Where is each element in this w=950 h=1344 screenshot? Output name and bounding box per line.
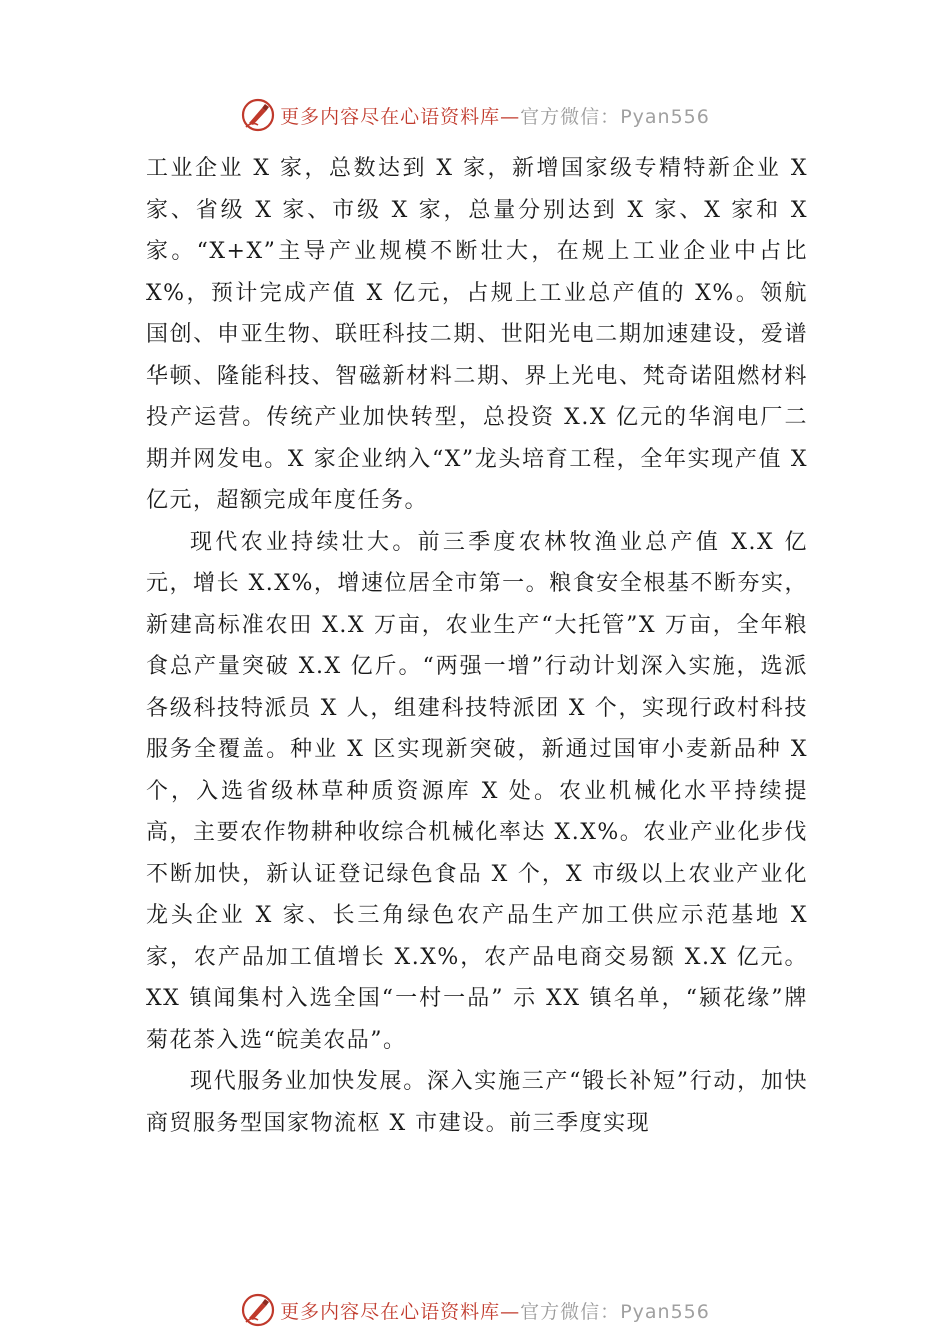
watermark-banner-bottom [0,1290,950,1330]
paragraph-agriculture: 现代农业持续壮大。前三季度农林牧渔业总产值 X.X 亿元，增长 X.X%，增速位居全市第一。粮食安全根基不断夯实，新建高标准农田 X.X 万亩，农业生产“大托管”X 万亩，全年粮食总产量突破 X.X 亿斤。“两强一增”行动计划深入实施，选派各级科技特派员 X 人，组建科技特派团 X 个，实现行政村科技服务全覆盖。种业 X 区实现新突破，新通过国审小麦新品种 X 个，入选省级林草种质资源库 X 处。农业机械化水平持续提高，主要农作物耕种收综合机械化率达 X.X%。农业产业化步伐不断加快，新认证登记绿色食品 X 个，X 市级以上农业产业化龙头企业 X 家、长三角绿色农产品生产加工供应示范基地 X 家，农产品加工值增长 X.X%，农产品电商交易额 X.X 亿元。XX 镇闻集村入选全国“一村一品” 示 XX 镇名单，“颍花缘”牌菊花茶入选“皖美农品”。 [146,529,808,1053]
watermark-text: 更多内容尽在心语资料库—官方微信：Pyan556 [280,1300,710,1323]
pen-circle-logo-icon [240,97,276,133]
paragraph-services: 现代服务业加快发展。深入实施三产“锻长补短”行动，加快商贸服务型国家物流枢 X 市建设。前三季度实现 [146,1069,808,1136]
pen-circle-logo-icon [240,1292,276,1328]
document-body [146,148,808,1144]
watermark-banner-top [0,95,950,135]
watermark-text: 更多内容尽在心语资料库—官方微信：Pyan556 [280,105,710,128]
paragraph-industry: 工业企业 X 家，总数达到 X 家，新增国家级专精特新企业 X 家、省级 X 家、市级 X 家，总量分别达到 X 家、X 家和 X 家。“X+X”主导产业规模不断壮大，在规上工业企业中占比 X%，预计完成产值 X 亿元，占规上工业总产值的 X%。领航国创、申亚生物、联旺科技二期、世阳光电二期加速建设，爱谱华顿、隆能科技、智磁新材料二期、界上光电、梵奇诺阻燃材料投产运营。传统产业加快转型，总投资 X.X 亿元的华润电厂二期并网发电。X 家企业纳入“X”龙头培育工程，全年实现产值 X 亿元，超额完成年度任务。 [146,156,808,513]
